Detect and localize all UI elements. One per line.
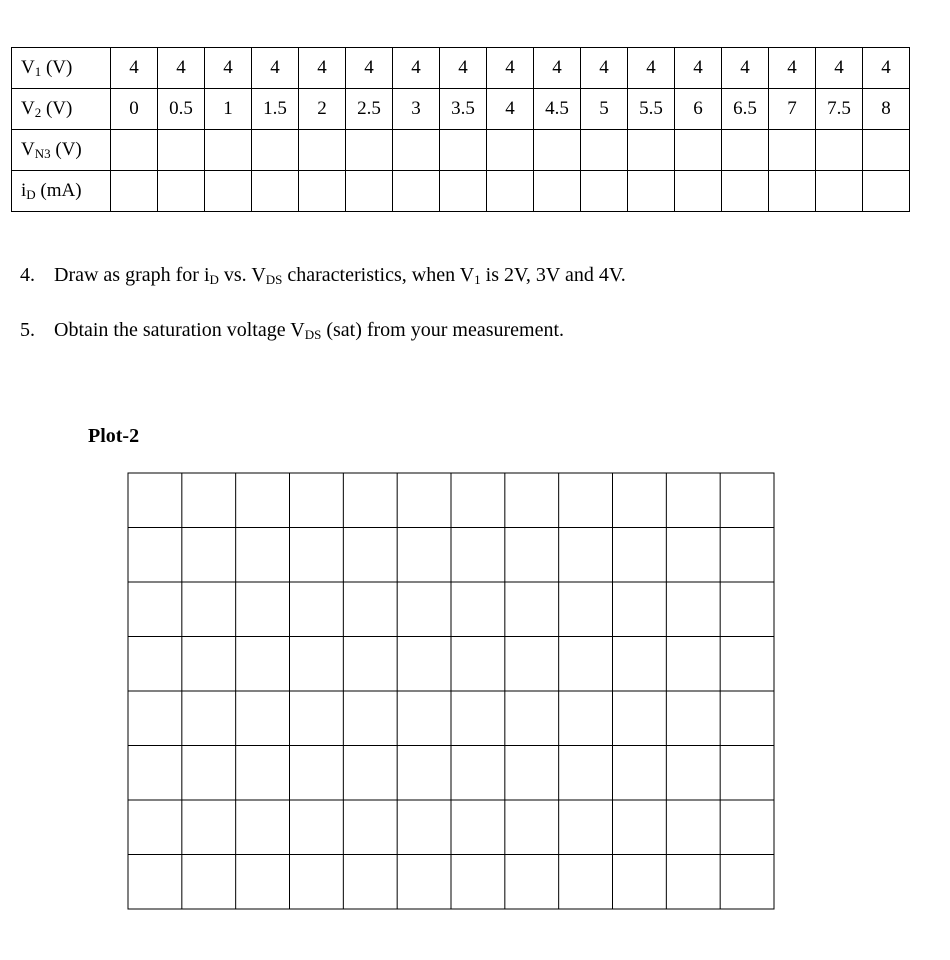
plot-title: Plot-2 xyxy=(88,425,140,447)
table-cell xyxy=(440,130,487,171)
plot-grid xyxy=(127,472,777,912)
table-cell: 4 xyxy=(346,48,393,89)
question-5 xyxy=(20,319,564,342)
table-row xyxy=(12,89,910,130)
table-cell: 4 xyxy=(581,48,628,89)
table-cell xyxy=(675,171,722,212)
table-row xyxy=(12,48,910,89)
table-cell: 8 xyxy=(863,89,910,130)
table-cell xyxy=(628,171,675,212)
table-cell: 4 xyxy=(487,89,534,130)
table-row xyxy=(12,171,910,212)
table-cell: 4 xyxy=(769,48,816,89)
table-cell: 4 xyxy=(816,48,863,89)
table-cell xyxy=(816,130,863,171)
table-cell xyxy=(111,130,158,171)
table-cell xyxy=(863,171,910,212)
row-label: $V_{N3}$ (V) xyxy=(12,130,111,171)
table-cell: 5.5 xyxy=(628,89,675,130)
table-cell: 4 xyxy=(299,48,346,89)
table-cell: 0.5 xyxy=(158,89,205,130)
table-cell: 5 xyxy=(581,89,628,130)
measurement-table xyxy=(11,47,910,212)
table-cell xyxy=(675,130,722,171)
table-cell xyxy=(393,130,440,171)
table-cell xyxy=(722,171,769,212)
table-cell xyxy=(863,130,910,171)
table-cell xyxy=(487,130,534,171)
table-cell xyxy=(205,171,252,212)
table-cell xyxy=(299,130,346,171)
table-cell: 6.5 xyxy=(722,89,769,130)
table-cell xyxy=(534,130,581,171)
table-cell: 7 xyxy=(769,89,816,130)
table-cell: 6 xyxy=(675,89,722,130)
table-cell xyxy=(628,130,675,171)
table-cell: 1 xyxy=(205,89,252,130)
table-cell xyxy=(252,171,299,212)
table-cell: 4 xyxy=(722,48,769,89)
table-cell xyxy=(111,171,158,212)
question-text: Draw as graph for $i_D$ vs. $V_{DS}$ characteristics, when $V_1$ is 2V, 3V and 4V. xyxy=(54,264,626,287)
table-cell: 4 xyxy=(628,48,675,89)
question-number: 5. xyxy=(20,319,35,341)
table-cell xyxy=(205,130,252,171)
table-cell: 4 xyxy=(440,48,487,89)
table-cell xyxy=(299,171,346,212)
question-text: Obtain the saturation voltage $V_{DS}$ (sat) from your measurement. xyxy=(54,319,565,342)
table-cell xyxy=(769,171,816,212)
table-cell xyxy=(440,171,487,212)
question-number: 4. xyxy=(20,264,35,286)
table-cell: 4 xyxy=(393,48,440,89)
table-cell: 4.5 xyxy=(534,89,581,130)
table-cell: 4 xyxy=(675,48,722,89)
table-cell xyxy=(816,171,863,212)
table-cell: 4 xyxy=(158,48,205,89)
table-cell xyxy=(722,130,769,171)
table-cell: 7.5 xyxy=(816,89,863,130)
row-label: $i_D$ (mA) xyxy=(12,171,111,212)
table-cell: 4 xyxy=(487,48,534,89)
table-row xyxy=(12,130,910,171)
table-cell: 4 xyxy=(205,48,252,89)
table-cell xyxy=(487,171,534,212)
table-cell xyxy=(158,130,205,171)
table-cell xyxy=(346,171,393,212)
table-cell xyxy=(769,130,816,171)
table-cell: 4 xyxy=(534,48,581,89)
table-cell: 3 xyxy=(393,89,440,130)
row-label: $V_2$ (V) xyxy=(12,89,111,130)
table-cell: 4 xyxy=(111,48,158,89)
table-cell: 1.5 xyxy=(252,89,299,130)
table-cell xyxy=(581,130,628,171)
table-cell xyxy=(252,130,299,171)
table-cell xyxy=(346,130,393,171)
table-cell xyxy=(534,171,581,212)
table-cell: 2.5 xyxy=(346,89,393,130)
table-cell xyxy=(393,171,440,212)
table-cell: 0 xyxy=(111,89,158,130)
question-4 xyxy=(20,264,626,287)
table-cell: 2 xyxy=(299,89,346,130)
table-cell: 3.5 xyxy=(440,89,487,130)
row-label: $V_1$ (V) xyxy=(12,48,111,89)
table-cell xyxy=(581,171,628,212)
table-cell: 4 xyxy=(252,48,299,89)
table-cell: 4 xyxy=(863,48,910,89)
table-cell xyxy=(158,171,205,212)
